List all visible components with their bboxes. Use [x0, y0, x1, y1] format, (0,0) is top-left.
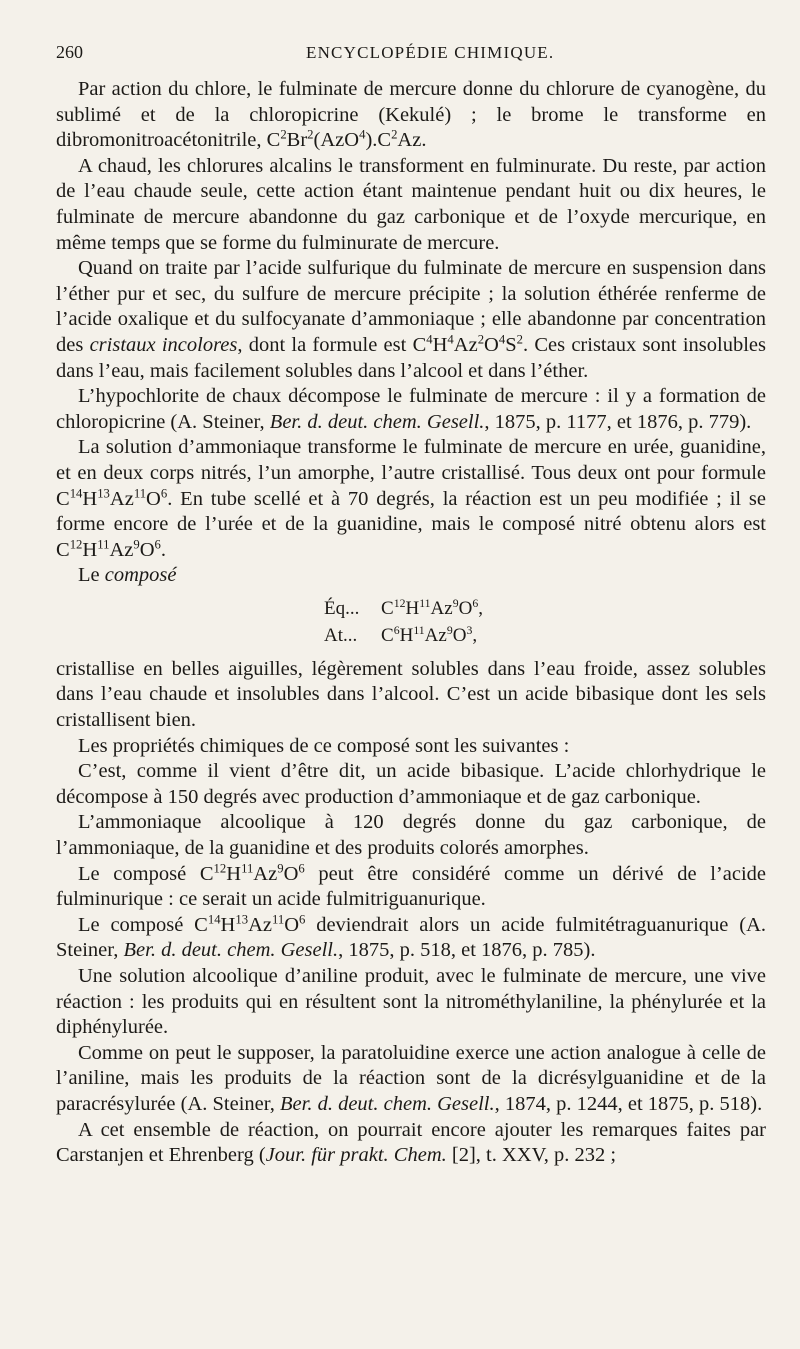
superscript: 6 — [298, 861, 305, 875]
italic-text: Jour. für prakt. Chem. — [265, 1144, 447, 1167]
paragraph: L’ammoniaque alcoolique à 120 degrés donne du gaz carbonique, de l’ammoniaque, de la guanidine et des produits colorés amorphes. — [56, 811, 766, 860]
superscript: 6 — [160, 485, 168, 500]
superscript: 4 — [447, 332, 454, 347]
paragraph: C’est, comme il vient d’être dit, un acide bibasique. L’acide chlorhydrique le décompose à 150 degrés avec production d’ammoniaque et de gaz carbonique. — [56, 760, 766, 808]
paragraph: Quand on traite par l’acide sulfurique du fulminate de mercure en suspension dans l’éther pur et sec, du sulfure de mercure précipite ; la solution éthérée renferme de l’acide oxalique et du sulfocyanate d’ammoniaque ; elle abandonne par concentration des cristaux incolores, dont la formule est $C^4H^4Az^2O^4S^2$. Ces cristaux sont insolubles dans l’eau, mais facilement solubles dans l’alcool et dans l’éther. — [56, 257, 766, 382]
italic-text: composé — [104, 564, 177, 587]
superscript: 13 — [97, 485, 110, 500]
superscript: 12 — [69, 537, 83, 552]
paragraph: Le composé $C^{14}H^{13}Az^{11}O^6$ deviendrait alors un acide fulmitétraguanurique (A. Steiner, Ber. d. deut. chem. Gesell., 1875, p. 518, et 1876, p. 785). — [56, 912, 766, 962]
paragraph: cristallise en belles aiguilles, légèrement solubles dans l’eau froide, assez solubles dans l’eau chaude et insolubles dans l’alcool. C’est un acide bibasique dont les sels cristallisent bien. — [56, 657, 766, 732]
paragraph: Une solution alcoolique d’aniline produit, avec le fulminate de mercure, une vive réaction : les produits qui en résultent sont la nitrométhylaniline, la phénylurée et la diphénylurée. — [56, 965, 766, 1039]
superscript: 11 — [419, 596, 431, 610]
formula-label: At... — [324, 624, 358, 646]
superscript: 9 — [452, 596, 459, 610]
paragraphs-after-formula — [56, 657, 766, 1169]
superscript: 11 — [271, 912, 285, 927]
superscript: 9 — [133, 537, 140, 552]
italic-text: Ber. d. deut. chem. Gesell. — [280, 1092, 495, 1115]
paragraph: Les propriétés chimiques de ce composé sont les suivantes : — [78, 734, 570, 757]
superscript: 2 — [280, 127, 287, 142]
superscript: 2 — [391, 127, 398, 142]
superscript: 6 — [299, 912, 306, 927]
superscript: 2 — [307, 127, 314, 142]
paragraph: La solution d’ammoniaque transforme le fulminate de mercure en urée, guanidine, et en deux corps nitrés, l’un amorphe, l’autre cristallisé. Tous deux ont pour formule $C^{14}H^{13}Az^{11}O^6$. En tube scellé et à 70 degrés, la réaction est un peu modifiée ; il se forme encore de l’urée et de la guanidine, mais le composé nitré obtenu alors est $C^{12}H^{11}Az^9O^6$. — [56, 436, 766, 561]
superscript: 4 — [359, 127, 366, 142]
formula-label: Éq... — [324, 597, 360, 619]
paragraph: Le composé — [78, 564, 177, 587]
superscript: 11 — [413, 623, 425, 637]
paragraphs-before-formula — [56, 77, 766, 589]
superscript: 12 — [213, 861, 227, 875]
page-body — [56, 77, 766, 1169]
paragraph: Par action du chlore, le fulminate de mercure donne du chlorure de cyanogène, du sublimé et de la chloropicrine (Kekulé) ; le brome le transforme en dibromonitroacétonitrile, $C^2Br^2(AzO^4).C^2Az$. — [56, 78, 766, 152]
formula: $C^{12}H^{11}Az^9O^6$, — [381, 596, 483, 619]
paragraph: A chaud, les chlorures alcalins le transforment en fulminurate. Du reste, par action de l’eau chaude seule, cette action étant maintenue pendant huit ou dix heures, le fulminate de mercure abandonne du gaz carbonique et de l’oxyde mercurique, en même temps que se forme du fulminurate de mercure. — [56, 154, 766, 254]
superscript: 6 — [472, 596, 479, 610]
formula-row — [324, 595, 766, 622]
superscript: 14 — [69, 485, 83, 500]
superscript: 2 — [477, 332, 485, 347]
superscript: 2 — [516, 332, 523, 347]
superscript: 11 — [133, 485, 147, 500]
page-number: 260 — [56, 42, 83, 62]
superscript: 6 — [154, 537, 161, 552]
superscript: 9 — [277, 861, 284, 875]
paragraph: Le composé $C^{12}H^{11}Az^9O^6$ peut être considéré comme un dérivé de l’acide fulminurique : ce serait un acide fulmitriguanurique. — [56, 861, 766, 911]
superscript: 13 — [235, 912, 249, 927]
superscript: 11 — [97, 537, 110, 552]
running-title: ENCYCLOPÉDIE CHIMIQUE. — [306, 43, 555, 62]
superscript: 3 — [466, 623, 473, 637]
formula-row — [324, 622, 766, 649]
superscript: 12 — [393, 596, 406, 610]
italic-text: Ber. d. deut. chem. Gesell. — [123, 939, 339, 962]
formula-block — [56, 595, 766, 649]
paragraph: A cet ensemble de réaction, on pourrait encore ajouter les remarques faites par Carstanjen et Ehrenberg (Jour. für prakt. Chem. [2], t. XXV, p. 232 ; — [56, 1118, 766, 1167]
superscript: 11 — [241, 861, 254, 875]
superscript: 6 — [393, 623, 400, 637]
formula: $C^6H^{11}Az^9O^3$, — [381, 623, 478, 646]
italic-text: Ber. d. deut. chem. Gesell. — [269, 410, 485, 433]
superscript: 4 — [426, 332, 433, 347]
paragraph: L’hypochlorite de chaux décompose le fulminate de mercure : il y a formation de chloropicrine (A. Steiner, Ber. d. deut. chem. Gesell., 1875, p. 1177, et 1876, p. 779). — [56, 385, 766, 433]
superscript: 9 — [446, 623, 453, 637]
superscript: 4 — [498, 332, 506, 347]
page-header — [56, 42, 766, 63]
italic-text: cristaux incolores — [89, 333, 238, 356]
superscript: 14 — [207, 912, 221, 927]
paragraph: Comme on peut le supposer, la paratoluidine exerce une action analogue à celle de l’aniline, mais les produits de la réaction sont de la dicrésylguanidine et de la paracrésylurée (A. Steiner, Ber. d. deut. chem. Gesell., 1874, p. 1244, et 1875, p. 518). — [56, 1041, 766, 1115]
